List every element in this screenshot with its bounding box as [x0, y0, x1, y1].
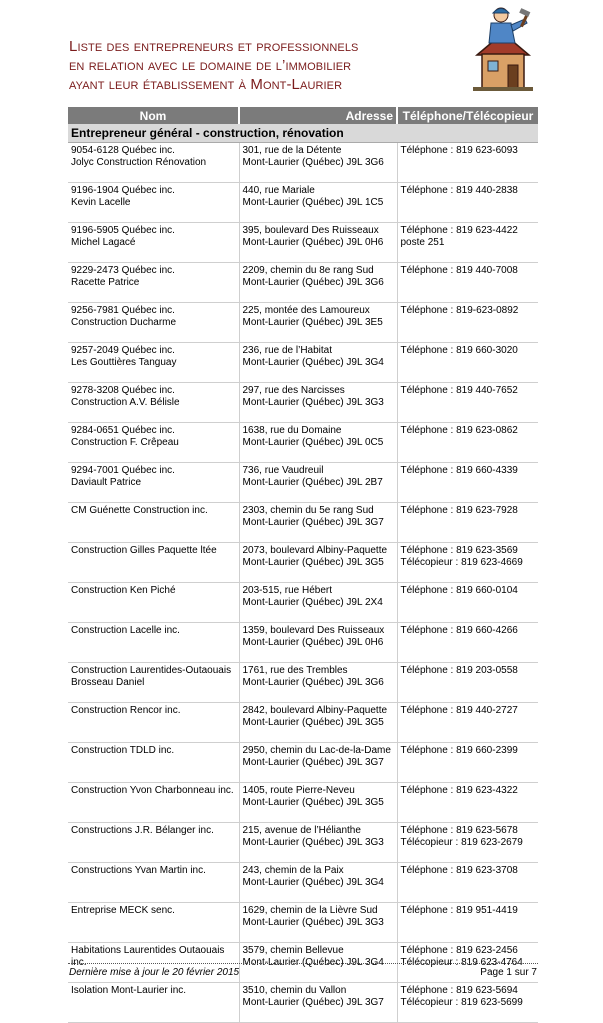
phone-line: Téléphone : 819 623-7928 — [400, 505, 518, 516]
address-line: 1629, chemin de la Lièvre Sud — [242, 905, 378, 916]
address-line: Mont-Laurier (Québec) J9L 1C5 — [242, 197, 384, 208]
name-line: Construction F. Crêpeau — [71, 437, 179, 448]
cell-address — [239, 263, 397, 303]
cell-address — [239, 463, 397, 503]
table-body — [68, 143, 538, 1023]
address-line: 2073, boulevard Albiny-Paquette — [242, 545, 388, 556]
phone-line: Téléphone : 819 951-4419 — [400, 905, 518, 916]
phone-line: Téléphone : 819 660-3020 — [400, 345, 518, 356]
cell-phone — [397, 503, 538, 543]
contractor-table — [68, 107, 538, 1023]
cell-address — [239, 743, 397, 783]
table-row — [68, 343, 538, 383]
column-header-name: Nom — [68, 107, 239, 124]
cell-phone — [397, 863, 538, 903]
cell-address — [239, 783, 397, 823]
address-line: 736, rue Vaudreuil — [242, 465, 324, 476]
cell-phone — [397, 783, 538, 823]
cell-phone — [397, 223, 538, 263]
cell-address — [239, 623, 397, 663]
name-line: Isolation Mont-Laurier inc. — [71, 985, 187, 996]
address-line: Mont-Laurier (Québec) J9L 3G5 — [242, 557, 384, 568]
address-line: Mont-Laurier (Québec) J9L 3G7 — [242, 757, 384, 768]
footer-divider — [68, 963, 538, 964]
phone-line: Téléphone : 819 660-4339 — [400, 465, 518, 476]
name-line: 9284-0651 Québec inc. — [71, 425, 175, 436]
name-line: 9196-1904 Québec inc. — [71, 185, 175, 196]
phone-line: Téléphone : 819-623-0892 — [400, 305, 519, 316]
cell-name — [68, 503, 239, 543]
cell-address — [239, 903, 397, 943]
name-line: Brosseau Daniel — [71, 677, 145, 688]
address-line: 215, avenue de l’Hélianthe — [242, 825, 361, 836]
cell-address — [239, 663, 397, 703]
phone-line: Téléphone : 819 623-5694 — [400, 985, 518, 996]
name-line: Construction Rencor inc. — [71, 705, 181, 716]
phone-line: Téléphone : 819 660-0104 — [400, 585, 518, 596]
table-row — [68, 623, 538, 663]
name-line: Les Gouttières Tanguay — [71, 357, 177, 368]
title-line-1: Liste des entrepreneurs et professionnels — [69, 38, 359, 55]
phone-line: Téléphone : 819 623-3569 — [400, 545, 518, 556]
address-line: Mont-Laurier (Québec) J9L 3G7 — [242, 517, 384, 528]
cell-name — [68, 743, 239, 783]
address-line: 3579, chemin Bellevue — [242, 945, 344, 956]
phone-line: Télécopieur : 819 623-4764 — [400, 957, 523, 968]
name-line: Jolyc Construction Rénovation — [71, 157, 207, 168]
cell-address — [239, 863, 397, 903]
cell-phone — [397, 263, 538, 303]
cell-name — [68, 783, 239, 823]
cell-address — [239, 503, 397, 543]
table-row — [68, 903, 538, 943]
cell-phone — [397, 983, 538, 1023]
cell-name — [68, 543, 239, 583]
title-line-3: ayant leur établissement à Mont-Laurier — [69, 76, 343, 93]
cell-address — [239, 183, 397, 223]
cell-phone — [397, 143, 538, 183]
cell-address — [239, 423, 397, 463]
address-line: 2842, boulevard Albiny-Paquette — [242, 705, 388, 716]
address-line: Mont-Laurier (Québec) J9L 3G6 — [242, 677, 384, 688]
name-line: Construction Ken Piché — [71, 585, 176, 596]
name-line: 9256-7981 Québec inc. — [71, 305, 175, 316]
phone-line: Téléphone : 819 440-2727 — [400, 705, 518, 716]
cell-address — [239, 583, 397, 623]
table-row — [68, 983, 538, 1023]
name-line: 9054-6128 Québec inc. — [71, 145, 175, 156]
address-line: 243, chemin de la Paix — [242, 865, 344, 876]
phone-line: Téléphone : 819 440-7652 — [400, 385, 518, 396]
address-line: 1405, route Pierre-Neveu — [242, 785, 355, 796]
document-title — [69, 37, 399, 94]
phone-line: Télécopieur : 819 623-4669 — [400, 557, 523, 568]
address-line: Mont-Laurier (Québec) J9L 3G7 — [242, 997, 384, 1008]
address-line: Mont-Laurier (Québec) J9L 3G5 — [242, 717, 384, 728]
address-line: Mont-Laurier (Québec) J9L 3G4 — [242, 877, 384, 888]
address-line: Mont-Laurier (Québec) J9L 3G4 — [242, 357, 384, 368]
cell-address — [239, 983, 397, 1023]
address-line: Mont-Laurier (Québec) J9L 0C5 — [242, 437, 384, 448]
table-row — [68, 183, 538, 223]
name-line: Constructions Yvan Martin inc. — [71, 865, 206, 876]
cell-phone — [397, 543, 538, 583]
cell-name — [68, 183, 239, 223]
name-line: Construction A.V. Bélisle — [71, 397, 180, 408]
address-line: 2950, chemin du Lac-de-la-Dame — [242, 745, 391, 756]
cell-address — [239, 343, 397, 383]
table-row — [68, 583, 538, 623]
name-line: CM Guénette Construction inc. — [71, 505, 208, 516]
cell-phone — [397, 743, 538, 783]
phone-line: Télécopieur : 819 623-5699 — [400, 997, 523, 1008]
table-row — [68, 743, 538, 783]
cell-name — [68, 223, 239, 263]
cell-name — [68, 623, 239, 663]
cell-phone — [397, 583, 538, 623]
cell-phone — [397, 463, 538, 503]
phone-line: Téléphone : 819 623-6093 — [400, 145, 518, 156]
name-line: 9257-2049 Québec inc. — [71, 345, 175, 356]
name-line: Habitations Laurentides Outaouais — [71, 945, 225, 956]
name-line: 9278-3208 Québec inc. — [71, 385, 175, 396]
table-row — [68, 863, 538, 903]
cell-address — [239, 303, 397, 343]
name-line: Kevin Lacelle — [71, 197, 131, 208]
table-row — [68, 223, 538, 263]
name-line: Racette Patrice — [71, 277, 140, 288]
table-row — [68, 823, 538, 863]
name-line: Construction TDLD inc. — [71, 745, 175, 756]
address-line: Mont-Laurier (Québec) J9L 2B7 — [242, 477, 383, 488]
address-line: Mont-Laurier (Québec) J9L 3G3 — [242, 397, 384, 408]
address-line: 301, rue de la Détente — [242, 145, 342, 156]
name-line: Constructions J.R. Bélanger inc. — [71, 825, 214, 836]
cell-name — [68, 863, 239, 903]
cell-name — [68, 143, 239, 183]
cell-address — [239, 223, 397, 263]
cell-phone — [397, 383, 538, 423]
name-line: Construction Yvon Charbonneau inc. — [71, 785, 234, 796]
cell-phone — [397, 823, 538, 863]
cell-phone — [397, 303, 538, 343]
address-line: Mont-Laurier (Québec) J9L 2X4 — [242, 597, 383, 608]
address-line: 2209, chemin du 8e rang Sud — [242, 265, 374, 276]
address-line: 395, boulevard Des Ruisseaux — [242, 225, 379, 236]
title-line-2: en relation avec le domaine de l’immobilier — [69, 57, 352, 74]
phone-line: Télécopieur : 819 623-2679 — [400, 837, 523, 848]
cell-name — [68, 903, 239, 943]
address-line: 297, rue des Narcisses — [242, 385, 345, 396]
cell-name — [68, 423, 239, 463]
cell-phone — [397, 183, 538, 223]
cell-address — [239, 703, 397, 743]
table-row — [68, 463, 538, 503]
cell-name — [68, 823, 239, 863]
address-line: Mont-Laurier (Québec) J9L 3G3 — [242, 837, 384, 848]
name-line: Construction Ducharme — [71, 317, 177, 328]
address-line: 203-515, rue Hébert — [242, 585, 333, 596]
address-line: Mont-Laurier (Québec) J9L 3G5 — [242, 797, 384, 808]
table-row — [68, 503, 538, 543]
column-header-address: Adresse — [239, 107, 397, 124]
cell-address — [239, 823, 397, 863]
phone-line: Téléphone : 819 440-2838 — [400, 185, 518, 196]
cell-address — [239, 543, 397, 583]
table-row — [68, 383, 538, 423]
address-line: Mont-Laurier (Québec) J9L 0H6 — [242, 237, 384, 248]
cell-phone — [397, 903, 538, 943]
phone-line: Téléphone : 819 660-2399 — [400, 745, 518, 756]
table-row — [68, 663, 538, 703]
address-line: Mont-Laurier (Québec) J9L 3E5 — [242, 317, 383, 328]
column-header-phone: Téléphone/Télécopieur — [397, 107, 538, 124]
name-line: Michel Lagacé — [71, 237, 136, 248]
cell-name — [68, 343, 239, 383]
address-line: 1761, rue des Trembles — [242, 665, 348, 676]
address-line: Mont-Laurier (Québec) J9L 0H6 — [242, 637, 384, 648]
cell-phone — [397, 623, 538, 663]
phone-line: Téléphone : 819 623-2456 — [400, 945, 518, 956]
page-number: Page 1 sur 7 — [480, 967, 537, 978]
builder-with-house-icon — [463, 3, 543, 95]
table-row — [68, 303, 538, 343]
cell-name — [68, 663, 239, 703]
name-line: Construction Laurentides-Outaouais — [71, 665, 232, 676]
phone-line: Téléphone : 819 660-4266 — [400, 625, 518, 636]
name-line: Construction Lacelle inc. — [71, 625, 180, 636]
address-line: Mont-Laurier (Québec) J9L 3G6 — [242, 157, 384, 168]
cell-name — [68, 983, 239, 1023]
table-row — [68, 783, 538, 823]
name-line: 9294-7001 Québec inc. — [71, 465, 175, 476]
phone-line: Téléphone : 819 623-5678 — [400, 825, 518, 836]
cell-phone — [397, 703, 538, 743]
cell-address — [239, 143, 397, 183]
phone-line: Téléphone : 819 623-0862 — [400, 425, 518, 436]
name-line: Daviault Patrice — [71, 477, 142, 488]
name-line: Entreprise MECK senc. — [71, 905, 175, 916]
cell-name — [68, 303, 239, 343]
name-line: Construction Gilles Paquette ltée — [71, 545, 217, 556]
table-row — [68, 143, 538, 183]
cell-name — [68, 583, 239, 623]
table-row — [68, 263, 538, 303]
cell-phone — [397, 343, 538, 383]
cell-name — [68, 703, 239, 743]
table-row — [68, 543, 538, 583]
section-heading: Entrepreneur général - construction, rénovation — [68, 124, 538, 143]
name-line: 9229-2473 Québec inc. — [71, 265, 175, 276]
cell-address — [239, 383, 397, 423]
address-line: Mont-Laurier (Québec) J9L 3G4 — [242, 957, 384, 968]
address-line: 225, montée des Lamoureux — [242, 305, 370, 316]
address-line: Mont-Laurier (Québec) J9L 3G6 — [242, 277, 384, 288]
cell-name — [68, 263, 239, 303]
table-row — [68, 423, 538, 463]
address-line: 1638, rue du Domaine — [242, 425, 342, 436]
name-line: 9196-5905 Québec inc. — [71, 225, 175, 236]
phone-line: poste 251 — [400, 237, 445, 248]
address-line: 2303, chemin du 5e rang Sud — [242, 505, 374, 516]
phone-line: Téléphone : 819 623-4322 — [400, 785, 518, 796]
address-line: Mont-Laurier (Québec) J9L 3G3 — [242, 917, 384, 928]
table-row — [68, 703, 538, 743]
address-line: 3510, chemin du Vallon — [242, 985, 347, 996]
cell-name — [68, 463, 239, 503]
last-updated-note: Dernière mise à jour le 20 février 2015 — [69, 967, 240, 978]
address-line: 440, rue Mariale — [242, 185, 315, 196]
cell-name — [68, 383, 239, 423]
address-line: 236, rue de l’Habitat — [242, 345, 333, 356]
name-line: inc. — [71, 957, 87, 968]
phone-line: Téléphone : 819 440-7008 — [400, 265, 518, 276]
cell-phone — [397, 663, 538, 703]
address-line: 1359, boulevard Des Ruisseaux — [242, 625, 385, 636]
cell-phone — [397, 423, 538, 463]
phone-line: Téléphone : 819 623-4422 — [400, 225, 518, 236]
phone-line: Téléphone : 819 203-0558 — [400, 665, 518, 676]
phone-line: Téléphone : 819 623-3708 — [400, 865, 518, 876]
